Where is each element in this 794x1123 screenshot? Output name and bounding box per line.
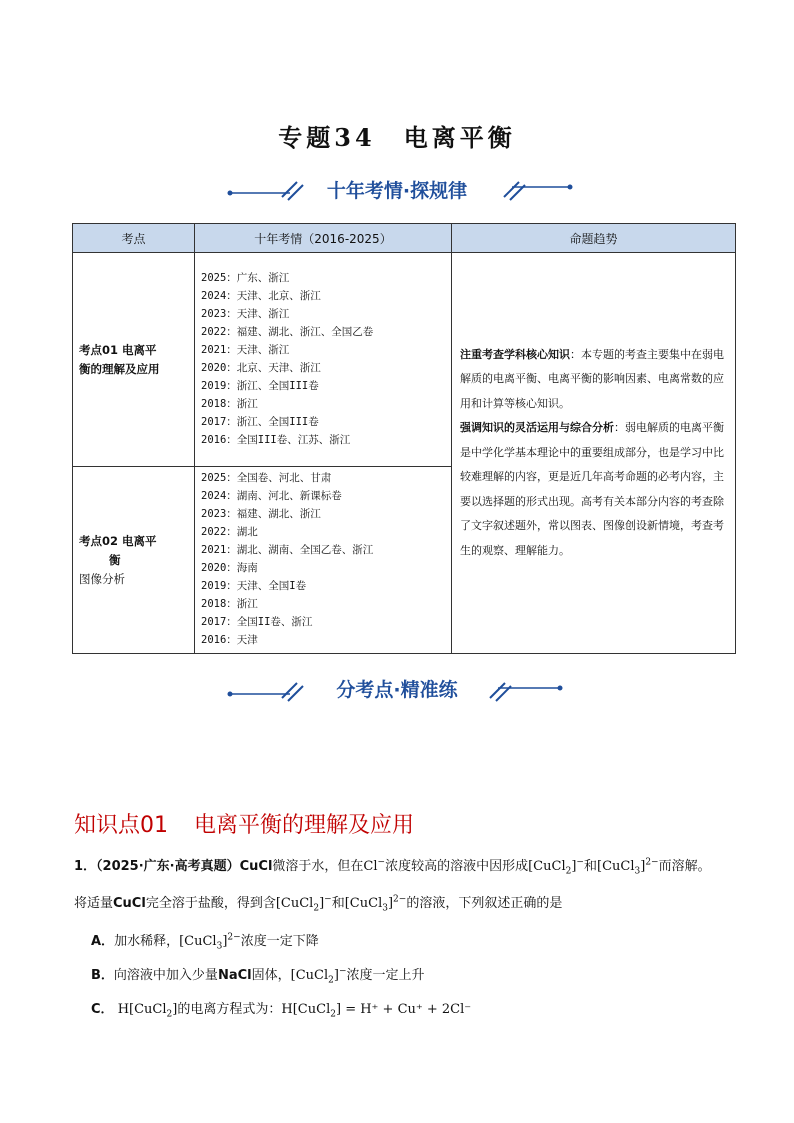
stem-text: 和 [583, 859, 597, 874]
year-entry: 2016：全国III卷、江苏、浙江 [201, 434, 351, 446]
trend-lead-1: 注重考查学科核心知识 [460, 347, 570, 361]
question-source: （2025·广东·高考真题） [96, 859, 240, 874]
banner-label: 十年考情·探规律 [326, 180, 468, 202]
year-entry: 2016：天津 [201, 634, 258, 646]
complex-ion-cucl2: [CuCl$_2$]− [528, 857, 584, 877]
subscript: 3 [634, 866, 641, 877]
exam-trend-table [72, 223, 736, 654]
formula: CuCl [602, 859, 635, 874]
option-letter: A． [91, 934, 115, 949]
option-text: 向溶液中加入少量 [113, 968, 218, 983]
year-entry: 2025：全国卷、河北、甘肃 [201, 472, 332, 484]
header-years: 十年考情（2016-2025） [195, 224, 452, 253]
topic-line: 衡的理解及应用 [79, 361, 160, 376]
topic-line: 考点01 电离平 [79, 342, 157, 357]
year-entry: 2023：福建、湖北、浙江 [201, 508, 321, 520]
banner-label: 分考点·精准练 [336, 679, 458, 701]
page-title: 专题34 电离平衡 [278, 123, 516, 152]
charge: − [338, 966, 347, 977]
option-a[interactable] [91, 930, 319, 952]
question-stem-line2 [74, 892, 562, 914]
compound: CuCl [239, 859, 273, 874]
option-b[interactable] [91, 964, 425, 986]
option-text: 固体， [251, 968, 291, 983]
subscript: 3 [382, 903, 388, 914]
years-cell-01 [195, 253, 452, 467]
trend-body-1: ：本专题的考查主要集中在弱电解质的电离平衡、电离平衡的影响因素、电离常数的应用和计算等核心知识。 [460, 347, 724, 410]
formula: CuCl [297, 1002, 331, 1017]
option-c[interactable] [91, 998, 471, 1020]
charge: − [576, 857, 584, 868]
option-text: 浓度一定上升 [346, 968, 425, 983]
subscript: 2 [565, 866, 572, 877]
charge: − [324, 894, 332, 905]
charge: 2− [227, 932, 241, 943]
formula: CuCl [349, 896, 383, 911]
complex-ion-cucl3: [CuCl$_3$]$^{2-}$ [179, 932, 241, 952]
formula: CuCl [280, 896, 314, 911]
section-banner-trends [0, 174, 794, 208]
option-text: 的电离方程式为： [177, 1002, 282, 1017]
year-entry: 2022：湖北 [201, 526, 258, 538]
stem-text: 浓度较高的溶液中因形成 [385, 859, 529, 874]
knowledge-point-number: 知识点01 [74, 813, 168, 838]
knowledge-point-heading [74, 808, 414, 839]
knowledge-point-title: 电离平衡的理解及应用 [194, 813, 415, 838]
trend-body-2: ：弱电解质的电离平衡是中学化学基本理论中的重要组成部分，也是学习中比较难理解的内容，更是近几年高考命题的必考内容，主要以选择题的形式出现。高考有关本部分内容的考查除了文字叙述题外，常以图表、图像创设新情境，考查考生的观察、理解能力。 [460, 421, 724, 557]
formula: CuCl [295, 968, 329, 983]
year-entry: 2017：全国II卷、浙江 [201, 616, 313, 628]
year-entry: 2024：天津、北京、浙江 [201, 290, 321, 302]
topic-line: 图像分析 [79, 571, 125, 586]
stem-text: 而溶解。 [658, 859, 711, 874]
topic-cell-01 [73, 253, 195, 467]
year-entry: 2024：湖南、河北、新课标卷 [201, 490, 342, 502]
year-entry: 2017：浙江、全国III卷 [201, 416, 319, 428]
table-header-row [73, 224, 736, 253]
subscript: 2 [166, 1009, 173, 1020]
years-cell-02 [195, 467, 452, 654]
year-entry: 2020：海南 [201, 562, 258, 574]
option-text: 浓度一定下降 [240, 934, 319, 949]
option-letter: B． [91, 968, 114, 983]
header-topic: 考点 [73, 224, 195, 253]
charge: 2− [393, 894, 407, 905]
acid-formula: H[CuCl$_2$] [281, 1002, 342, 1020]
complex-ion-cucl3: [CuCl$_3$]$^{2-}$ [596, 857, 659, 877]
acid-formula: H[CuCl$_2$] [117, 1002, 178, 1020]
topic-cell-02 [73, 467, 195, 654]
question-number: 1． [74, 859, 97, 874]
trend-cell [452, 253, 736, 654]
formula: CuCl [184, 934, 217, 949]
subscript: 2 [313, 903, 320, 914]
table-row [73, 253, 736, 467]
complex-ion-cucl2: [CuCl$_2$]− [290, 966, 347, 986]
year-entry: 2021：湖北、湖南、全国乙卷、浙江 [201, 544, 374, 556]
year-entry: 2025：广东、浙江 [201, 272, 290, 284]
subscript: 3 [216, 941, 223, 952]
formula: CuCl [134, 1002, 167, 1017]
ion-charge: − [377, 857, 386, 868]
complex-ion-cucl2: [CuCl$_2$]− [275, 894, 332, 914]
year-entry: 2018：浙江 [201, 598, 258, 610]
year-entry: 2019：浙江、全国III卷 [201, 380, 319, 392]
header-trend: 命题趋势 [452, 224, 736, 253]
year-entry: 2019：天津、全国I卷 [201, 580, 307, 592]
year-entry: 2022：福建、湖北、浙江、全国乙卷 [201, 326, 374, 338]
year-entry: 2023：天津、浙江 [201, 308, 290, 320]
compound: NaCl [217, 968, 252, 983]
charge: 2− [645, 857, 659, 868]
stem-text: 完全溶于盐酸，得到含 [145, 896, 276, 911]
topic-line: 考点02 电离平 [79, 533, 157, 548]
stem-text: 和 [331, 896, 345, 911]
ion-symbol: Cl [363, 859, 378, 874]
trend-lead-2: 强调知识的灵活运用与综合分析 [460, 421, 614, 435]
option-text: 加水稀释， [114, 934, 180, 949]
formula: H [117, 1002, 130, 1017]
compound: CuCl [113, 896, 146, 911]
topic-line: 衡 [109, 552, 121, 567]
stem-text: 将适量 [74, 896, 114, 911]
section-banner-practice [0, 673, 794, 707]
year-entry: 2018：浙江 [201, 398, 258, 410]
stem-text: 的溶液，下列叙述正确的是 [406, 896, 563, 911]
year-entry: 2021：天津、浙江 [201, 344, 290, 356]
stem-text: 微溶于水，但在 [272, 859, 364, 874]
year-entry: 2020：北京、天津、浙江 [201, 362, 321, 374]
option-letter: C． [91, 1002, 114, 1017]
formula: H [281, 1002, 293, 1017]
chloride-ion [363, 859, 385, 874]
complex-ion-cucl3: [CuCl$_3$]$^{2-}$ [344, 894, 407, 914]
formula: CuCl [533, 859, 566, 874]
subscript: 2 [330, 1009, 336, 1020]
question-stem-line1 [74, 855, 711, 877]
subscript: 2 [328, 975, 334, 986]
equation-rhs: = H⁺ + Cu⁺ + 2Cl⁻ [345, 1002, 472, 1017]
